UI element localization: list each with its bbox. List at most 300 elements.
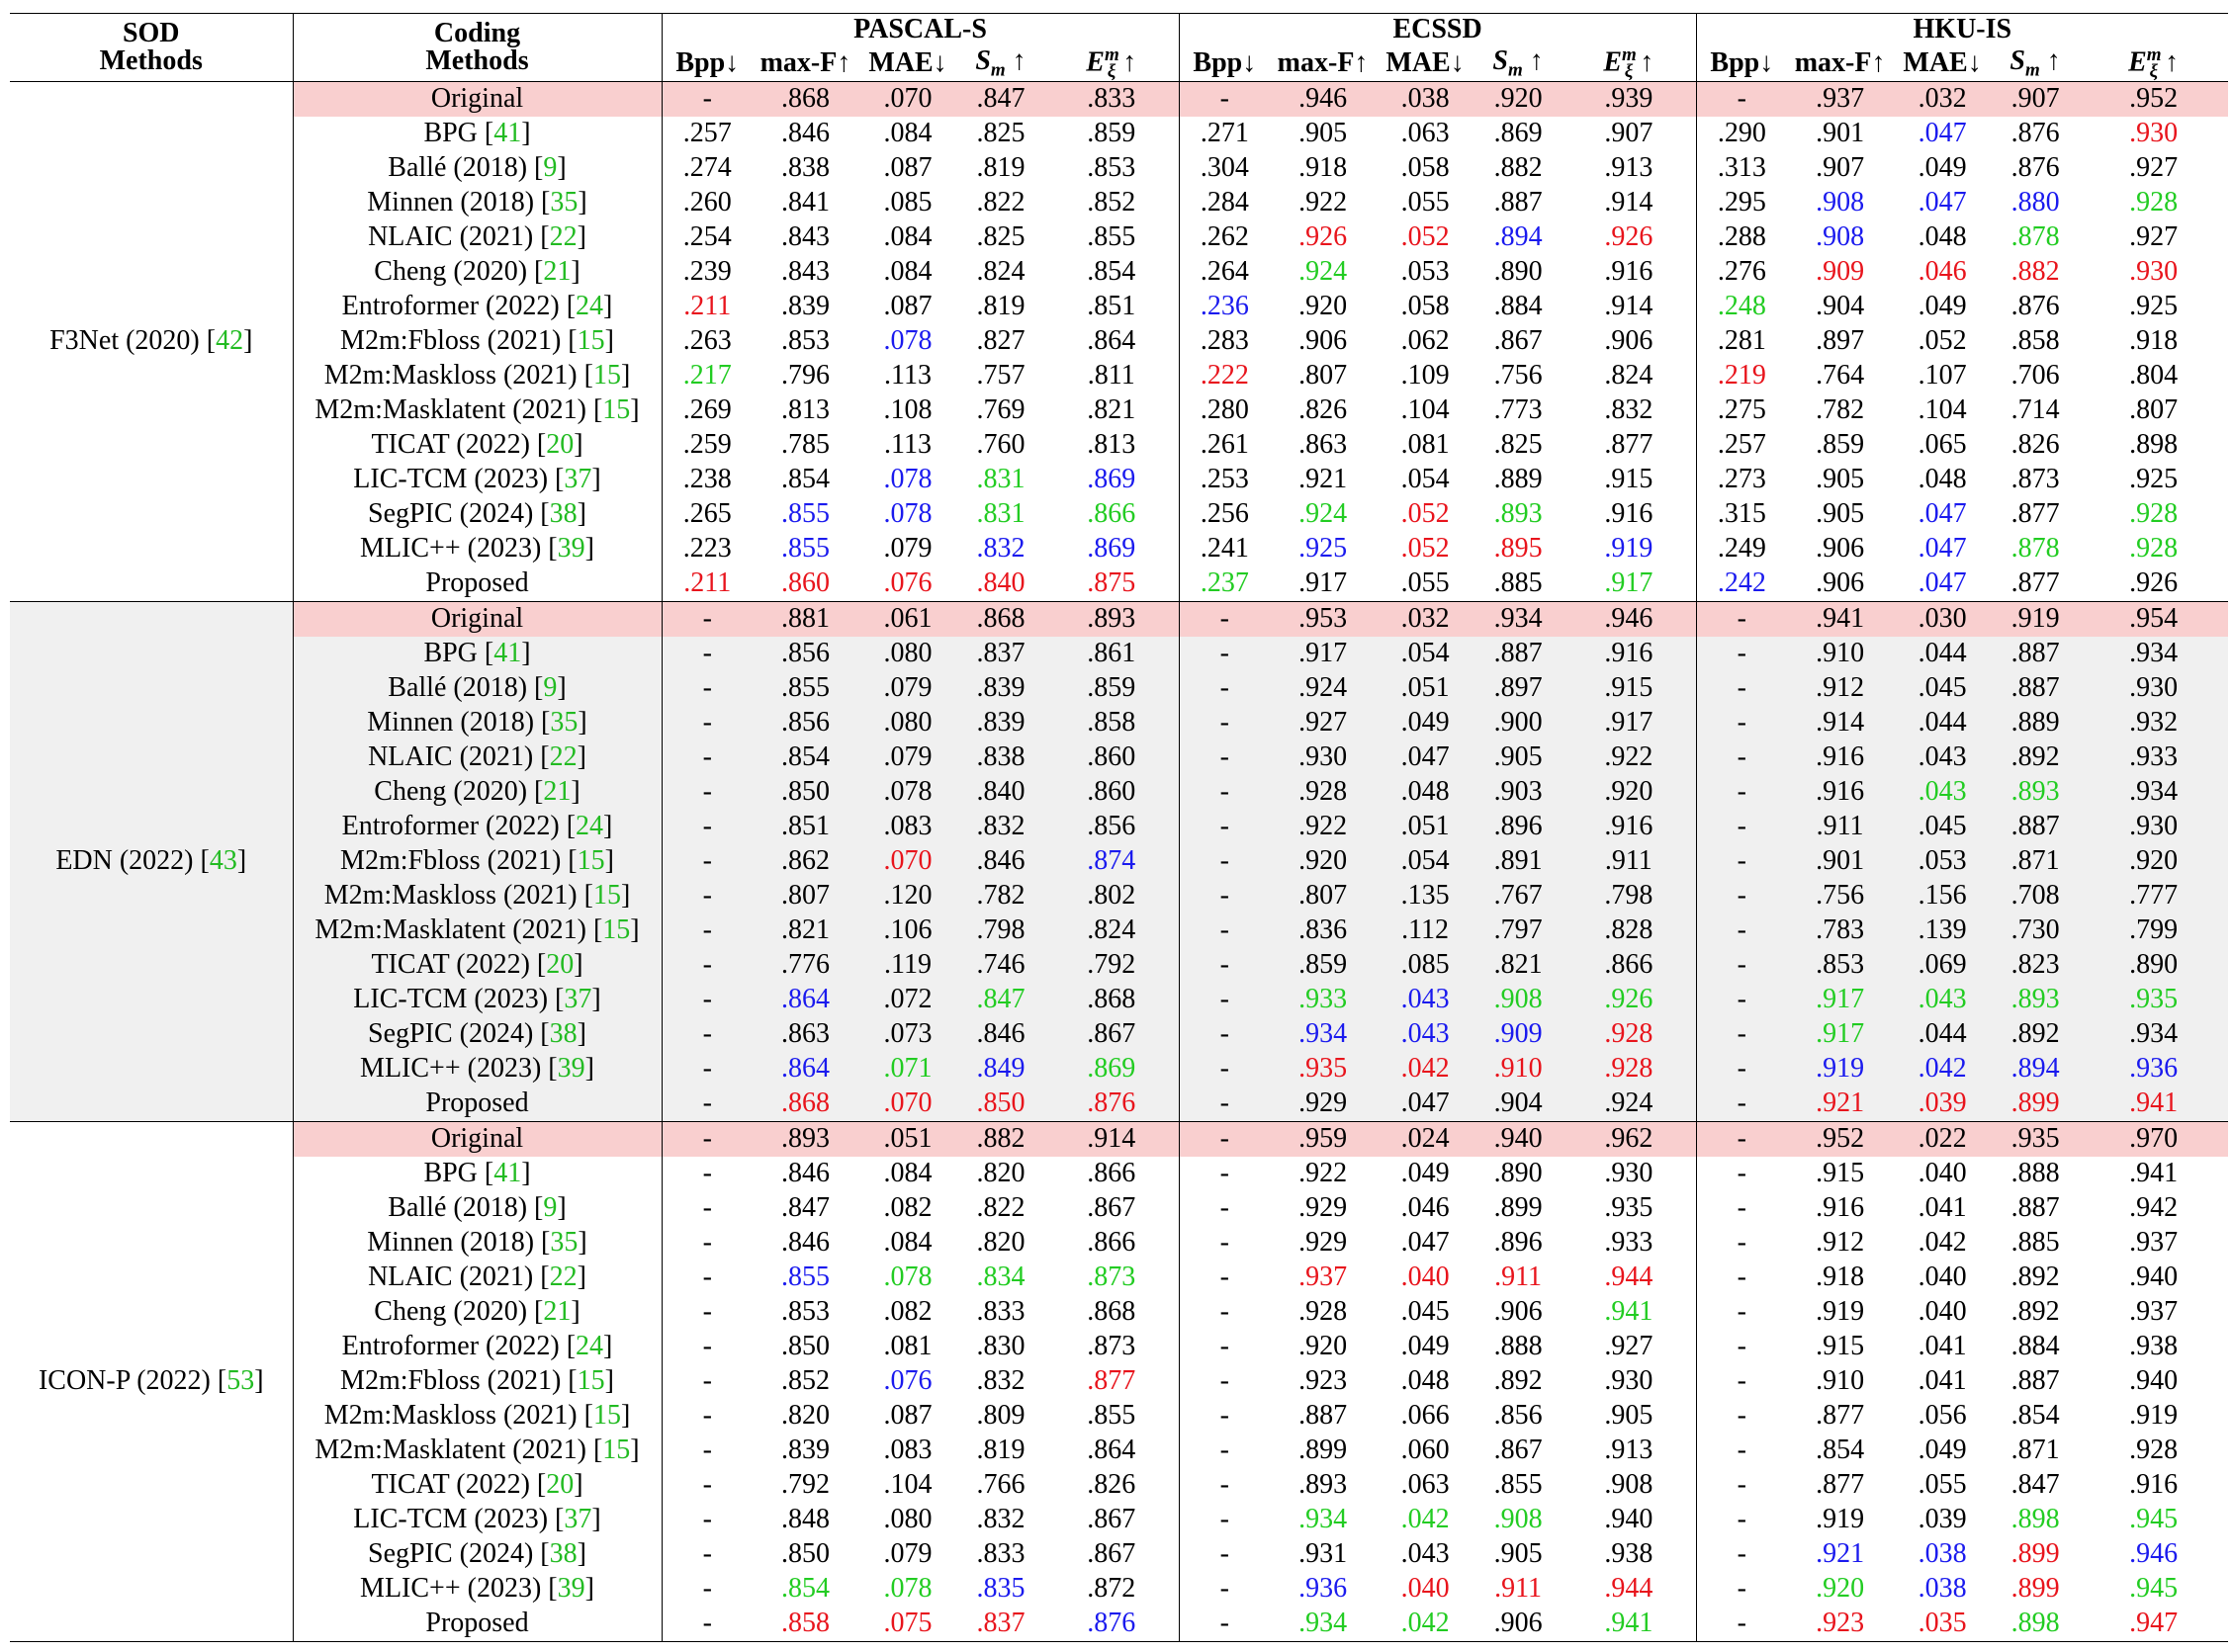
value-text: - (1219, 1123, 1229, 1155)
value-text: .776 (781, 949, 830, 981)
coding-method-label: M2m:Fbloss (2021) [15] (293, 1364, 662, 1399)
value-text: .087 (883, 1400, 933, 1432)
value-text: .899 (2010, 1538, 2060, 1570)
value-text: .912 (1816, 672, 1865, 704)
value-cell-mae (1376, 1503, 1474, 1537)
value-cell-max-f (1787, 532, 1893, 566)
value-text: - (702, 672, 712, 704)
value-cell-e-xi-m (2079, 913, 2228, 948)
value-text: .860 (1087, 776, 1136, 808)
value-cell-max-f (753, 81, 858, 117)
value-cell-mae (1893, 324, 1992, 359)
value-cell-bpp (1696, 117, 1787, 151)
value-text: .876 (2010, 291, 2060, 322)
value-cell-bpp (1179, 1157, 1270, 1191)
value-cell-s-m (1474, 879, 1562, 913)
value-text: .854 (781, 741, 830, 773)
value-cell-s-m (1474, 566, 1562, 602)
value-cell-e-xi-m (2079, 879, 2228, 913)
table-row (10, 393, 2228, 428)
value-cell-e-xi-m (1044, 844, 1179, 879)
value-text: .078 (883, 498, 933, 530)
value-cell-s-m (1474, 532, 1562, 566)
value-text: .920 (1298, 1331, 1348, 1362)
value-text: .890 (1493, 1158, 1543, 1189)
value-cell-max-f (1270, 566, 1376, 602)
value-text: .882 (976, 1123, 1026, 1155)
coding-method-label: NLAIC (2021) [22] (293, 740, 662, 775)
value-cell-s-m (1992, 879, 2079, 913)
value-cell-mae (1893, 290, 1992, 324)
value-text: .043 (1400, 1018, 1450, 1050)
value-cell-s-m (1474, 324, 1562, 359)
value-text: - (702, 949, 712, 981)
value-text: .047 (1918, 498, 1967, 530)
value-cell-mae (1376, 775, 1474, 810)
value-text: .885 (1493, 567, 1543, 599)
value-cell-s-m (1474, 151, 1562, 186)
value-cell-e-xi-m (2079, 775, 2228, 810)
value-cell-bpp (1179, 637, 1270, 671)
metric-header-bpp: Bpp↓ (1193, 46, 1257, 78)
value-cell-e-xi-m (1044, 1261, 1179, 1295)
value-cell-bpp (1696, 1364, 1787, 1399)
metric-header-s-m: $S_m$ ↑ (2009, 44, 2061, 81)
value-text: .836 (1298, 914, 1348, 946)
table-header (10, 14, 2228, 82)
table-row (10, 1468, 2228, 1503)
value-cell-mae (858, 844, 957, 879)
value-text: .927 (2129, 221, 2179, 253)
value-cell-max-f (753, 359, 858, 393)
value-text: .082 (883, 1296, 933, 1328)
value-cell-mae (1893, 706, 1992, 740)
value-text: .897 (1493, 672, 1543, 704)
value-cell-bpp (662, 1017, 753, 1052)
value-text: - (1737, 1573, 1746, 1605)
value-text: .079 (883, 1538, 933, 1570)
value-text: .821 (1087, 394, 1136, 426)
value-cell-bpp (1179, 1052, 1270, 1087)
value-text: .919 (1816, 1296, 1865, 1328)
value-cell-bpp (1696, 1052, 1787, 1087)
table-row (10, 775, 2228, 810)
value-cell-s-m (1992, 913, 2079, 948)
value-cell-e-xi-m (1562, 1468, 1696, 1503)
value-cell-mae (1893, 497, 1992, 532)
coding-method-ref: 9 (543, 152, 558, 184)
value-cell-mae (1376, 1121, 1474, 1157)
value-text: .893 (1298, 1469, 1348, 1501)
value-text: .080 (883, 1504, 933, 1535)
value-text: .888 (1493, 1331, 1543, 1362)
coding-method-name: M2m:Masklatent (2021) (314, 1435, 586, 1466)
value-text: .895 (1493, 533, 1543, 565)
value-cell-max-f (1787, 1261, 1893, 1295)
value-cell-mae (858, 1261, 957, 1295)
value-cell-s-m (1992, 1399, 2079, 1434)
value-cell-max-f (1787, 290, 1893, 324)
value-cell-mae (858, 1017, 957, 1052)
value-text: .866 (1087, 498, 1136, 530)
value-text: .930 (1604, 1158, 1653, 1189)
value-text: .910 (1816, 1365, 1865, 1397)
sod-method-name: EDN (2022) [ (55, 845, 210, 877)
dataset-header-ecssd: ECSSD (1179, 14, 1696, 46)
value-text: .051 (1400, 811, 1450, 842)
value-cell-max-f (753, 810, 858, 844)
value-text: .946 (1604, 603, 1653, 635)
value-cell-e-xi-m (2079, 1607, 2228, 1642)
value-cell-s-m (1992, 775, 2079, 810)
coding-method-label: SegPIC (2024) [38] (293, 497, 662, 532)
value-cell-bpp (1696, 1157, 1787, 1191)
value-cell-s-m (957, 1052, 1044, 1087)
value-text: .120 (883, 880, 933, 912)
coding-methods-header (293, 14, 662, 82)
value-cell-max-f (1787, 1434, 1893, 1468)
value-cell-mae (1893, 255, 1992, 290)
value-text: - (1219, 603, 1229, 635)
value-text: .038 (1918, 1538, 1967, 1570)
value-cell-mae (1376, 117, 1474, 151)
value-cell-s-m (1992, 1607, 2079, 1642)
value-cell-e-xi-m (1044, 1017, 1179, 1052)
coding-method-name: BPG (423, 1158, 478, 1189)
value-cell-max-f (753, 1330, 858, 1364)
value-cell-mae (858, 1330, 957, 1364)
coding-method-label: BPG [41] (293, 1157, 662, 1191)
coding-method-name: Entroformer (2022) (341, 811, 560, 842)
value-text: - (1737, 914, 1746, 946)
value-cell-bpp (1179, 844, 1270, 879)
value-text: .809 (976, 1400, 1026, 1432)
value-cell-mae (858, 810, 957, 844)
value-cell-mae (1893, 1121, 1992, 1157)
value-cell-e-xi-m (1562, 1537, 1696, 1572)
value-cell-e-xi-m (2079, 810, 2228, 844)
value-text: .867 (1087, 1192, 1136, 1224)
value-text: .861 (1087, 638, 1136, 669)
value-cell-mae (1376, 913, 1474, 948)
coding-method-label: M2m:Maskloss (2021) [15] (293, 1399, 662, 1434)
coding-method-name: Minnen (2018) (367, 1227, 535, 1259)
value-text: .820 (976, 1227, 1026, 1259)
value-cell-max-f (753, 1157, 858, 1191)
value-text: .869 (1087, 464, 1136, 495)
value-text: .047 (1400, 1087, 1450, 1119)
value-text: .107 (1918, 360, 1967, 391)
value-cell-bpp (1696, 740, 1787, 775)
coding-method-label: Cheng (2020) [21] (293, 1295, 662, 1330)
value-text: .826 (1298, 394, 1348, 426)
value-text: .903 (1493, 776, 1543, 808)
value-text: .930 (1298, 741, 1348, 773)
value-cell-bpp (662, 1295, 753, 1330)
value-cell-max-f (1787, 601, 1893, 637)
value-text: .906 (1493, 1608, 1543, 1639)
value-cell-s-m (957, 1537, 1044, 1572)
coding-method-label: M2m:Masklatent (2021) [15] (293, 913, 662, 948)
value-cell-e-xi-m (2079, 706, 2228, 740)
value-text: .041 (1918, 1192, 1967, 1224)
value-text: .896 (1493, 1227, 1543, 1259)
value-cell-e-xi-m (1562, 706, 1696, 740)
value-text: .043 (1918, 776, 1967, 808)
coding-method-label: M2m:Maskloss (2021) [15] (293, 879, 662, 913)
value-text: .916 (2129, 1469, 2179, 1501)
value-text: .892 (2010, 1261, 2060, 1293)
value-text: - (1737, 811, 1746, 842)
sod-methods-header-line1: SOD (122, 17, 180, 48)
value-cell-e-xi-m (1044, 810, 1179, 844)
value-text: .288 (1717, 221, 1766, 253)
value-text: .038 (1918, 1573, 1967, 1605)
value-cell-bpp (1179, 879, 1270, 913)
value-text: .885 (2010, 1227, 2060, 1259)
value-cell-mae (858, 601, 957, 637)
coding-method-name: MLIC++ (2023) (360, 1573, 542, 1605)
value-cell-mae (1376, 637, 1474, 671)
value-cell-bpp (1179, 1434, 1270, 1468)
value-text: .730 (2010, 914, 2060, 946)
coding-method-name: Proposed (425, 567, 529, 599)
value-cell-bpp (1179, 1468, 1270, 1503)
value-cell-max-f (1787, 810, 1893, 844)
value-text: .940 (1604, 1504, 1653, 1535)
value-cell-s-m (957, 117, 1044, 151)
value-text: .891 (1493, 845, 1543, 877)
value-text: .853 (781, 1296, 830, 1328)
sod-method-name: ICON-P (2022) [ (38, 1365, 227, 1397)
value-cell-s-m (1992, 706, 2079, 740)
value-cell-max-f (753, 948, 858, 983)
value-text: .850 (781, 1538, 830, 1570)
value-cell-bpp (1696, 324, 1787, 359)
value-text: - (1737, 707, 1746, 739)
value-cell-bpp (1179, 117, 1270, 151)
value-cell-bpp (1696, 1434, 1787, 1468)
value-cell-bpp (1696, 186, 1787, 220)
value-cell-s-m (957, 290, 1044, 324)
value-text: .807 (2129, 394, 2179, 426)
value-cell-s-m (1474, 1537, 1562, 1572)
value-text: .874 (1087, 845, 1136, 877)
value-cell-s-m (957, 601, 1044, 637)
value-cell-s-m (1474, 1087, 1562, 1122)
value-cell-mae (1376, 1434, 1474, 1468)
value-text: .867 (1087, 1018, 1136, 1050)
value-cell-s-m (1992, 1330, 2079, 1364)
value-text: .906 (1816, 533, 1865, 565)
value-text: .917 (1816, 1018, 1865, 1050)
value-text: .843 (781, 256, 830, 288)
value-text: .907 (1604, 118, 1653, 149)
value-text: .078 (883, 776, 933, 808)
value-cell-mae (1376, 1468, 1474, 1503)
value-text: .104 (1918, 394, 1967, 426)
value-text: .832 (1604, 394, 1653, 426)
value-cell-s-m (957, 1434, 1044, 1468)
value-cell-s-m (957, 393, 1044, 428)
value-text: .945 (2129, 1504, 2179, 1535)
metric-header-max-f: max-F↑ (1794, 46, 1886, 78)
value-cell-max-f (1787, 220, 1893, 255)
value-text: .938 (2129, 1331, 2179, 1362)
value-text: - (702, 1296, 712, 1328)
coding-method-label (293, 1607, 662, 1642)
table-row (10, 1572, 2228, 1607)
value-text: .933 (1604, 1227, 1653, 1259)
value-cell-e-xi-m (1044, 601, 1179, 637)
value-cell-max-f (1787, 1607, 1893, 1642)
value-cell-s-m (957, 1364, 1044, 1399)
value-text: - (1737, 1365, 1746, 1397)
value-cell-max-f (1270, 1607, 1376, 1642)
value-text: .938 (1604, 1538, 1653, 1570)
value-cell-bpp (662, 1121, 753, 1157)
value-cell-e-xi-m (1044, 428, 1179, 463)
value-cell-s-m (957, 706, 1044, 740)
value-cell-bpp (662, 1330, 753, 1364)
value-cell-s-m (1992, 810, 2079, 844)
coding-method-name: Proposed (425, 1608, 529, 1639)
value-cell-bpp (1696, 1087, 1787, 1122)
value-cell-s-m (957, 1330, 1044, 1364)
value-text: .916 (1604, 256, 1653, 288)
value-text: .904 (1493, 1087, 1543, 1119)
table-row (10, 706, 2228, 740)
value-cell-s-m (957, 810, 1044, 844)
value-text: .847 (2010, 1469, 2060, 1501)
value-text: .035 (1918, 1608, 1967, 1639)
value-cell-max-f (753, 497, 858, 532)
value-text: .934 (1298, 1608, 1348, 1639)
value-cell-mae (1893, 1295, 1992, 1330)
value-text: .919 (2129, 1400, 2179, 1432)
value-text: .040 (1918, 1296, 1967, 1328)
value-cell-e-xi-m (1562, 1191, 1696, 1226)
value-cell-mae (858, 532, 957, 566)
value-text: .882 (1493, 152, 1543, 184)
coding-method-name: NLAIC (2021) (368, 1261, 534, 1293)
coding-method-name: M2m:Fbloss (2021) (340, 1365, 562, 1397)
value-text: .085 (883, 187, 933, 218)
coding-method-ref: 39 (557, 1573, 585, 1605)
coding-method-name: Proposed (425, 1087, 529, 1119)
value-cell-e-xi-m (1044, 1607, 1179, 1642)
value-cell-bpp (1179, 186, 1270, 220)
value-cell-s-m (957, 740, 1044, 775)
value-text: .764 (1816, 360, 1865, 391)
value-text: .047 (1918, 118, 1967, 149)
value-cell-s-m (1992, 1017, 2079, 1052)
value-cell-s-m (1992, 393, 2079, 428)
value-cell-e-xi-m (1044, 637, 1179, 671)
value-cell-max-f (1787, 948, 1893, 983)
results-table (10, 13, 2228, 1642)
value-cell-e-xi-m (1044, 1121, 1179, 1157)
value-cell-e-xi-m (1562, 186, 1696, 220)
value-cell-s-m (957, 1607, 1044, 1642)
value-text: .119 (884, 949, 932, 981)
value-cell-max-f (1270, 290, 1376, 324)
value-cell-s-m (1992, 151, 2079, 186)
value-cell-bpp (1696, 1191, 1787, 1226)
coding-method-label (293, 1121, 662, 1157)
value-text: .824 (1604, 360, 1653, 391)
value-cell-e-xi-m (1044, 566, 1179, 602)
value-cell-e-xi-m (1562, 1434, 1696, 1468)
value-cell-s-m (1474, 1330, 1562, 1364)
value-cell-e-xi-m (2079, 1017, 2228, 1052)
value-cell-mae (858, 151, 957, 186)
value-text: .083 (883, 811, 933, 842)
value-cell-s-m (957, 151, 1044, 186)
value-cell-s-m (1474, 1121, 1562, 1157)
value-text: - (702, 1435, 712, 1466)
value-cell-max-f (1787, 1157, 1893, 1191)
value-text: .916 (1816, 1192, 1865, 1224)
value-cell-bpp (662, 1226, 753, 1261)
value-text: .970 (2129, 1123, 2179, 1155)
value-cell-mae (1893, 1572, 1992, 1607)
value-cell-mae (1376, 948, 1474, 983)
value-cell-s-m (1992, 740, 2079, 775)
value-cell-s-m (1992, 220, 2079, 255)
value-text: .884 (2010, 1331, 2060, 1362)
value-text: .930 (1604, 1365, 1653, 1397)
value-text: - (1737, 1192, 1746, 1224)
value-text: - (1219, 1608, 1229, 1639)
value-cell-s-m (1474, 497, 1562, 532)
sod-method-label: ICON-P (2022) [53] (10, 1121, 293, 1641)
value-cell-bpp (1179, 775, 1270, 810)
value-text: .854 (1087, 256, 1136, 288)
value-text: .866 (1087, 1227, 1136, 1259)
coding-method-name: M2m:Fbloss (2021) (340, 325, 562, 357)
value-cell-mae (858, 879, 957, 913)
value-cell-bpp (1696, 948, 1787, 983)
value-text: .920 (1493, 83, 1543, 115)
coding-method-ref: 39 (557, 533, 585, 565)
value-cell-mae (1893, 1468, 1992, 1503)
value-cell-bpp (662, 948, 753, 983)
coding-method-ref: 20 (546, 429, 575, 461)
coding-method-name: LIC-TCM (2023) (353, 464, 549, 495)
coding-method-label: Ballé (2018) [9] (293, 151, 662, 186)
value-text: .047 (1918, 187, 1967, 218)
value-text: .921 (1816, 1538, 1865, 1570)
value-text: .877 (1604, 429, 1653, 461)
value-text: .052 (1918, 325, 1967, 357)
value-text: .920 (1298, 291, 1348, 322)
coding-method-label: MLIC++ (2023) [39] (293, 532, 662, 566)
value-text: .898 (2129, 429, 2179, 461)
coding-method-name: Ballé (2018) (388, 152, 528, 184)
value-cell-bpp (662, 497, 753, 532)
value-text: .081 (883, 1331, 933, 1362)
value-text: .855 (781, 1261, 830, 1293)
value-text: .032 (1918, 83, 1967, 115)
value-text: - (1737, 1331, 1746, 1362)
value-cell-e-xi-m (1044, 706, 1179, 740)
value-text: .076 (883, 1365, 933, 1397)
value-cell-mae (858, 1468, 957, 1503)
value-cell-s-m (957, 566, 1044, 602)
value-text: .918 (1298, 152, 1348, 184)
value-text: .914 (1604, 291, 1653, 322)
